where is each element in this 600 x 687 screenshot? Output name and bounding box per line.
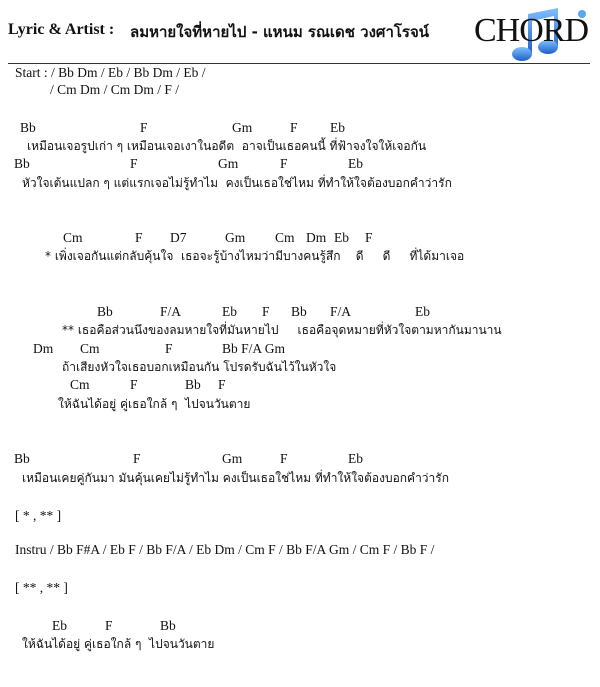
lyric-line: ให้ฉันได้อยู่ คู่เธอใกล้ ๆ ไปจนวันตาย xyxy=(58,397,251,411)
chord: Eb xyxy=(348,451,363,466)
chord: Gm xyxy=(218,156,239,171)
chord: Eb xyxy=(222,304,237,319)
lyric-line: ให้ฉันได้อยู่ คู่เธอใกล้ ๆ ไปจนวันตาย xyxy=(22,637,215,651)
lyric-line: * เพิ่งเจอกันแต่กลับคุ้นใจ เธอจะรู้บ้างไหมว่ามีบางคนรู้สึก ดี ดี ที่ได้มาเจอ xyxy=(45,249,465,263)
repeat-marker: [ ** , ** ] xyxy=(15,580,68,595)
chord: Bb xyxy=(160,618,176,633)
chord: Bb xyxy=(14,451,30,466)
repeat-marker: [ * , ** ] xyxy=(15,508,62,523)
chord: F xyxy=(280,156,288,171)
chord: Cm xyxy=(80,341,100,356)
lyric-line: ** เธอคือส่วนนึงของลมหายใจที่มันหายไป เธอคือจุดหมายที่หัวใจตามหากันมานาน xyxy=(62,323,502,337)
chord: Bb xyxy=(291,304,307,319)
chord: Gm xyxy=(225,230,246,245)
chord: Eb xyxy=(330,120,345,135)
chord: Dm xyxy=(306,230,327,245)
chord: F xyxy=(280,451,288,466)
chord: Gm xyxy=(232,120,253,135)
chord: F xyxy=(105,618,113,633)
chord: Cm xyxy=(70,377,90,392)
chord: Gm xyxy=(222,451,243,466)
chord-logo xyxy=(470,4,590,62)
chord: F xyxy=(218,377,226,392)
intro-line-2: / Cm Dm / Cm Dm / F / xyxy=(50,82,180,97)
chord: Bb xyxy=(185,377,201,392)
chord: Eb xyxy=(52,618,67,633)
chord: F xyxy=(130,377,138,392)
chord: F xyxy=(135,230,143,245)
chord: D7 xyxy=(170,230,187,245)
instrumental-line: Instru / Bb F#A / Eb F / Bb F/A / Eb Dm / Cm F / Bb F/A Gm / Cm F / Bb F / xyxy=(15,542,435,557)
intro-line-1: Start : / Bb Dm / Eb / Bb Dm / Eb / xyxy=(15,65,206,80)
chord: F xyxy=(290,120,298,135)
chord: F xyxy=(133,451,141,466)
chord: F xyxy=(130,156,138,171)
lyric-line: เหมือนเจอรูปเก่า ๆ เหมือนเจอเงาในอดีต อาจเป็นเธอคนนี้ ที่ฟ้าจงใจให้เจอกัน xyxy=(27,139,427,153)
chord: Cm xyxy=(63,230,83,245)
lyric-artist-label: Lyric & Artist : xyxy=(8,21,115,38)
chord: F xyxy=(262,304,270,319)
chord: Eb xyxy=(415,304,430,319)
song-title: ลมหายใจที่หายไป - แหนม รณเดช วงศาโรจน์ xyxy=(130,23,430,41)
chord: F xyxy=(140,120,148,135)
chord: Eb xyxy=(334,230,349,245)
lyric-line: ถ้าเสียงหัวใจเธอบอกเหมือนกัน โปรดรับฉันไว้ในหัวใจ xyxy=(62,360,337,374)
chord: Bb F/A Gm xyxy=(222,341,286,356)
chord: Dm xyxy=(33,341,54,356)
chord: F/A xyxy=(160,304,182,319)
chord: F xyxy=(165,341,173,356)
lyric-line: เหมือนเคยคู่กันมา มันคุ้นเคยไม่รู้ทำไม คงเป็นเธอใช่ไหม ที่ทำให้ใจต้องบอกคำว่ารัก xyxy=(22,471,449,485)
logo-text: CHORD xyxy=(474,12,589,49)
lyric-line: หัวใจเต้นแปลก ๆ แต่แรกเจอไม่รู้ทำไม คงเป็นเธอใช่ไหม ที่ทำให้ใจต้องบอกคำว่ารัก xyxy=(22,176,452,190)
header-divider xyxy=(8,63,590,64)
chord: Bb xyxy=(20,120,36,135)
chord: Bb xyxy=(14,156,30,171)
chord: Bb xyxy=(97,304,113,319)
chord: Eb xyxy=(348,156,363,171)
chord: Cm xyxy=(275,230,295,245)
chord: F xyxy=(365,230,373,245)
chord: F/A xyxy=(330,304,352,319)
